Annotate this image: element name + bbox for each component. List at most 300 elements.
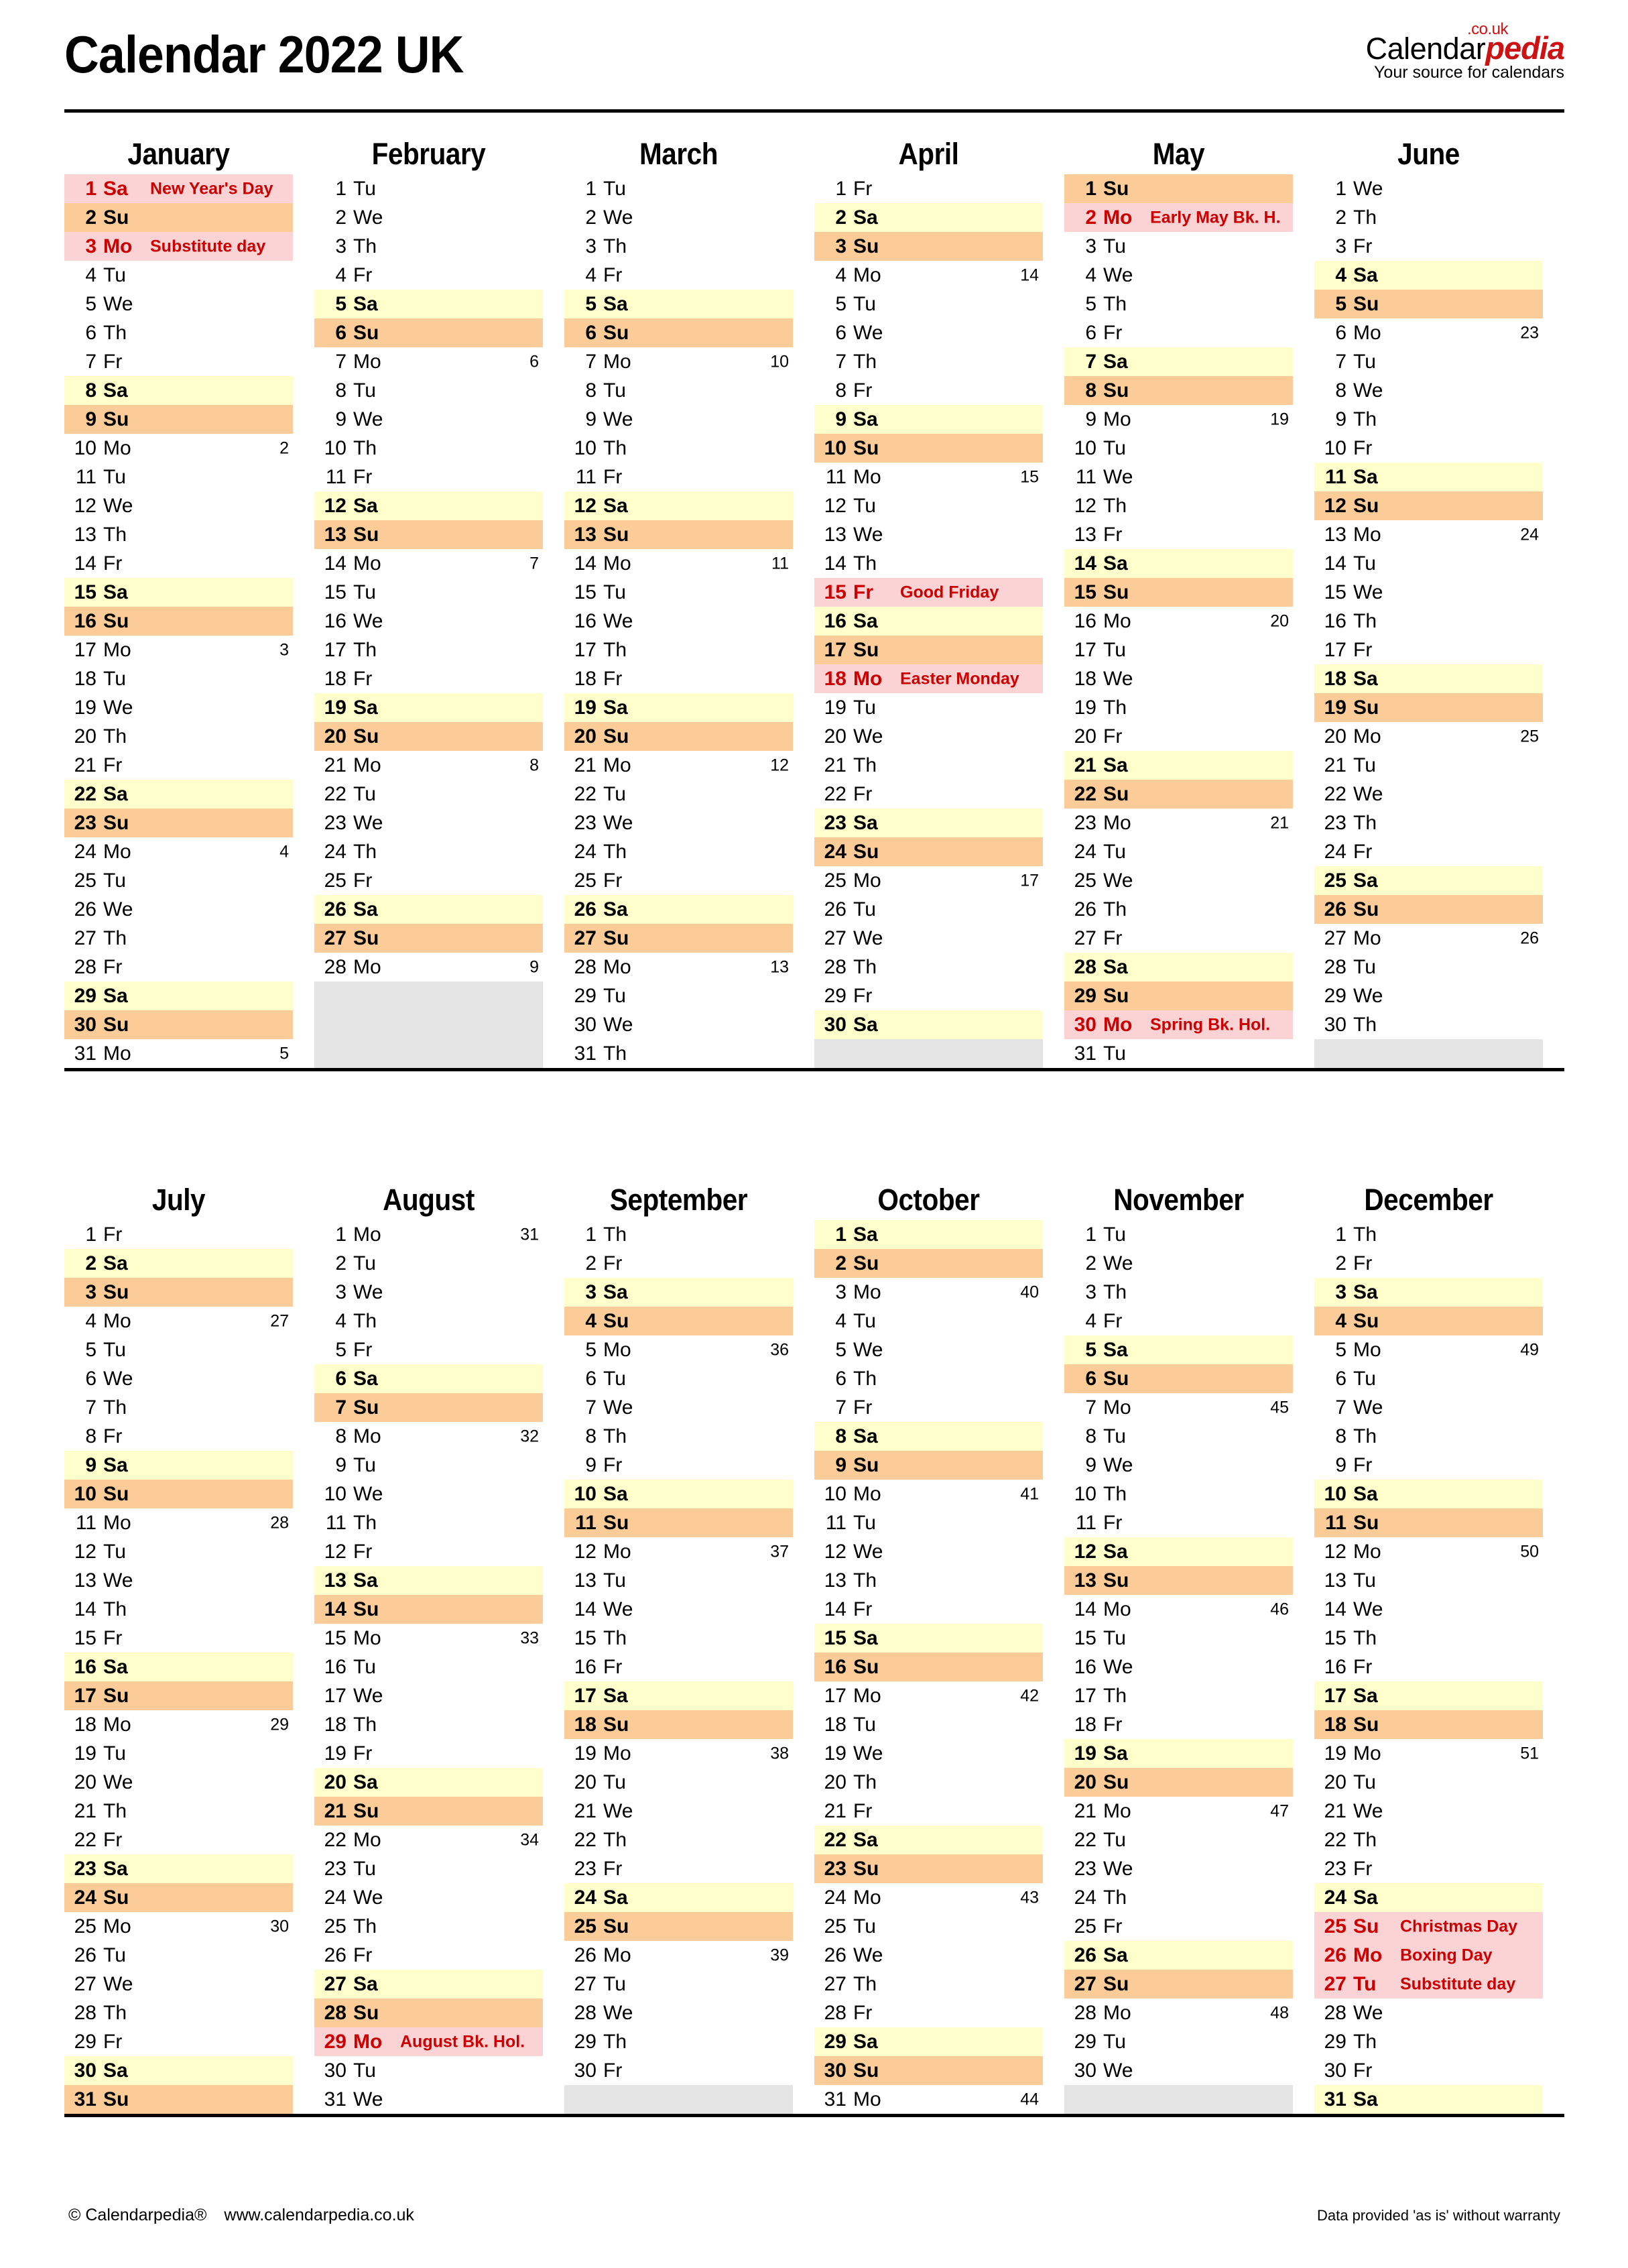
- day-cell-december-22[interactable]: [1314, 1826, 1543, 1854]
- day-cell-august-22[interactable]: [314, 1826, 543, 1854]
- day-cell-august-15[interactable]: [314, 1624, 543, 1653]
- day-cell-december-29[interactable]: [1314, 2027, 1543, 2056]
- day-cell-october-25[interactable]: [814, 1912, 1043, 1941]
- day-cell-december-20[interactable]: [1314, 1768, 1543, 1797]
- day-cell-may-21[interactable]: [1064, 751, 1293, 780]
- day-cell-june-23[interactable]: [1314, 809, 1543, 837]
- day-cell-february-24[interactable]: [314, 837, 543, 866]
- day-cell-march-6[interactable]: [564, 318, 793, 347]
- day-cell-may-2[interactable]: [1064, 203, 1293, 232]
- day-cell-june-19[interactable]: [1314, 693, 1543, 722]
- day-cell-july-24[interactable]: [64, 1883, 293, 1912]
- day-cell-december-24[interactable]: [1314, 1883, 1543, 1912]
- day-cell-june-11[interactable]: [1314, 463, 1543, 491]
- day-cell-july-10[interactable]: [64, 1480, 293, 1508]
- day-cell-july-26[interactable]: [64, 1941, 293, 1970]
- day-cell-august-19[interactable]: [314, 1739, 543, 1768]
- day-cell-november-9[interactable]: [1064, 1451, 1293, 1480]
- day-cell-april-5[interactable]: [814, 290, 1043, 318]
- day-cell-january-26[interactable]: [64, 895, 293, 924]
- day-cell-july-6[interactable]: [64, 1364, 293, 1393]
- day-cell-november-2[interactable]: [1064, 1249, 1293, 1278]
- day-cell-february-2[interactable]: [314, 203, 543, 232]
- day-cell-august-14[interactable]: [314, 1595, 543, 1624]
- day-cell-june-3[interactable]: [1314, 232, 1543, 261]
- day-cell-june-2[interactable]: [1314, 203, 1543, 232]
- day-cell-september-24[interactable]: [564, 1883, 793, 1912]
- month-header-april[interactable]: April: [826, 134, 1031, 174]
- day-cell-august-6[interactable]: [314, 1364, 543, 1393]
- day-cell-january-31[interactable]: [64, 1039, 293, 1070]
- day-cell-march-25[interactable]: [564, 866, 793, 895]
- day-cell-march-19[interactable]: [564, 693, 793, 722]
- day-cell-december-8[interactable]: [1314, 1422, 1543, 1451]
- day-cell-december-6[interactable]: [1314, 1364, 1543, 1393]
- day-cell-march-30[interactable]: [564, 1010, 793, 1039]
- day-cell-august-3[interactable]: [314, 1278, 543, 1307]
- footer-url[interactable]: www.calendarpedia.co.uk: [224, 2206, 414, 2224]
- day-cell-october-7[interactable]: [814, 1393, 1043, 1422]
- day-cell-june-7[interactable]: [1314, 347, 1543, 376]
- month-header-january[interactable]: January: [76, 134, 281, 174]
- day-cell-august-7[interactable]: [314, 1393, 543, 1422]
- day-cell-december-4[interactable]: [1314, 1307, 1543, 1335]
- day-cell-february-13[interactable]: [314, 520, 543, 549]
- day-cell-april-12[interactable]: [814, 491, 1043, 520]
- day-cell-april-1[interactable]: [814, 174, 1043, 203]
- day-cell-june-14[interactable]: [1314, 549, 1543, 578]
- day-cell-october-15[interactable]: [814, 1624, 1043, 1653]
- day-cell-december-31[interactable]: [1314, 2085, 1543, 2116]
- day-cell-february-14[interactable]: [314, 549, 543, 578]
- day-cell-february-28[interactable]: [314, 953, 543, 981]
- day-cell-february-10[interactable]: [314, 434, 543, 463]
- day-cell-march-2[interactable]: [564, 203, 793, 232]
- day-cell-december-26[interactable]: [1314, 1941, 1543, 1970]
- day-cell-july-19[interactable]: [64, 1739, 293, 1768]
- day-cell-april-24[interactable]: [814, 837, 1043, 866]
- day-cell-september-17[interactable]: [564, 1681, 793, 1710]
- day-cell-july-13[interactable]: [64, 1566, 293, 1595]
- day-cell-august-8[interactable]: [314, 1422, 543, 1451]
- day-cell-november-4[interactable]: [1064, 1307, 1293, 1335]
- day-cell-october-11[interactable]: [814, 1508, 1043, 1537]
- day-cell-january-25[interactable]: [64, 866, 293, 895]
- day-cell-april-25[interactable]: [814, 866, 1043, 895]
- day-cell-december-1[interactable]: [1314, 1220, 1543, 1249]
- day-cell-april-6[interactable]: [814, 318, 1043, 347]
- day-cell-december-28[interactable]: [1314, 1998, 1543, 2027]
- day-cell-july-21[interactable]: [64, 1797, 293, 1826]
- day-cell-december-3[interactable]: [1314, 1278, 1543, 1307]
- day-cell-march-1[interactable]: [564, 174, 793, 203]
- day-cell-may-27[interactable]: [1064, 924, 1293, 953]
- day-cell-june-30[interactable]: [1314, 1010, 1543, 1039]
- day-cell-june-9[interactable]: [1314, 405, 1543, 434]
- day-cell-march-14[interactable]: [564, 549, 793, 578]
- day-cell-october-3[interactable]: [814, 1278, 1043, 1307]
- day-cell-november-6[interactable]: [1064, 1364, 1293, 1393]
- day-cell-april-26[interactable]: [814, 895, 1043, 924]
- day-cell-november-23[interactable]: [1064, 1854, 1293, 1883]
- day-cell-september-5[interactable]: [564, 1335, 793, 1364]
- day-cell-october-16[interactable]: [814, 1653, 1043, 1681]
- month-header-june[interactable]: June: [1326, 134, 1531, 174]
- day-cell-october-5[interactable]: [814, 1335, 1043, 1364]
- day-cell-october-1[interactable]: [814, 1220, 1043, 1249]
- day-cell-may-7[interactable]: [1064, 347, 1293, 376]
- day-cell-july-2[interactable]: [64, 1249, 293, 1278]
- day-cell-july-28[interactable]: [64, 1998, 293, 2027]
- day-cell-december-9[interactable]: [1314, 1451, 1543, 1480]
- day-cell-june-15[interactable]: [1314, 578, 1543, 607]
- day-cell-may-29[interactable]: [1064, 981, 1293, 1010]
- day-cell-july-11[interactable]: [64, 1508, 293, 1537]
- day-cell-may-14[interactable]: [1064, 549, 1293, 578]
- day-cell-march-3[interactable]: [564, 232, 793, 261]
- day-cell-august-27[interactable]: [314, 1970, 543, 1998]
- day-cell-september-2[interactable]: [564, 1249, 793, 1278]
- day-cell-march-22[interactable]: [564, 780, 793, 809]
- day-cell-march-18[interactable]: [564, 664, 793, 693]
- day-cell-november-12[interactable]: [1064, 1537, 1293, 1566]
- day-cell-may-12[interactable]: [1064, 491, 1293, 520]
- day-cell-may-10[interactable]: [1064, 434, 1293, 463]
- day-cell-march-4[interactable]: [564, 261, 793, 290]
- day-cell-november-1[interactable]: [1064, 1220, 1293, 1249]
- day-cell-september-13[interactable]: [564, 1566, 793, 1595]
- day-cell-march-8[interactable]: [564, 376, 793, 405]
- day-cell-december-14[interactable]: [1314, 1595, 1543, 1624]
- day-cell-august-21[interactable]: [314, 1797, 543, 1826]
- day-cell-august-28[interactable]: [314, 1998, 543, 2027]
- day-cell-august-29[interactable]: [314, 2027, 543, 2056]
- day-cell-july-15[interactable]: [64, 1624, 293, 1653]
- day-cell-january-8[interactable]: [64, 376, 293, 405]
- day-cell-march-28[interactable]: [564, 953, 793, 981]
- day-cell-may-11[interactable]: [1064, 463, 1293, 491]
- day-cell-january-12[interactable]: [64, 491, 293, 520]
- day-cell-june-8[interactable]: [1314, 376, 1543, 405]
- day-cell-may-23[interactable]: [1064, 809, 1293, 837]
- day-cell-july-31[interactable]: [64, 2085, 293, 2116]
- day-cell-december-27[interactable]: [1314, 1970, 1543, 1998]
- day-cell-february-27[interactable]: [314, 924, 543, 953]
- day-cell-september-23[interactable]: [564, 1854, 793, 1883]
- day-cell-august-30[interactable]: [314, 2056, 543, 2085]
- day-cell-july-20[interactable]: [64, 1768, 293, 1797]
- day-cell-april-17[interactable]: [814, 636, 1043, 664]
- day-cell-february-21[interactable]: [314, 751, 543, 780]
- day-cell-july-7[interactable]: [64, 1393, 293, 1422]
- day-cell-april-15[interactable]: [814, 578, 1043, 607]
- day-cell-january-3[interactable]: [64, 232, 293, 261]
- day-cell-march-29[interactable]: [564, 981, 793, 1010]
- day-cell-march-15[interactable]: [564, 578, 793, 607]
- day-cell-april-22[interactable]: [814, 780, 1043, 809]
- day-cell-november-15[interactable]: [1064, 1624, 1293, 1653]
- day-cell-june-22[interactable]: [1314, 780, 1543, 809]
- day-cell-june-17[interactable]: [1314, 636, 1543, 664]
- day-cell-february-25[interactable]: [314, 866, 543, 895]
- day-cell-july-5[interactable]: [64, 1335, 293, 1364]
- day-cell-november-8[interactable]: [1064, 1422, 1293, 1451]
- day-cell-december-10[interactable]: [1314, 1480, 1543, 1508]
- day-cell-april-27[interactable]: [814, 924, 1043, 953]
- day-cell-march-21[interactable]: [564, 751, 793, 780]
- day-cell-august-5[interactable]: [314, 1335, 543, 1364]
- day-cell-december-17[interactable]: [1314, 1681, 1543, 1710]
- day-cell-march-20[interactable]: [564, 722, 793, 751]
- day-cell-november-20[interactable]: [1064, 1768, 1293, 1797]
- day-cell-november-18[interactable]: [1064, 1710, 1293, 1739]
- day-cell-august-1[interactable]: [314, 1220, 543, 1249]
- day-cell-october-10[interactable]: [814, 1480, 1043, 1508]
- day-cell-september-26[interactable]: [564, 1941, 793, 1970]
- day-cell-may-20[interactable]: [1064, 722, 1293, 751]
- day-cell-april-16[interactable]: [814, 607, 1043, 636]
- day-cell-april-30[interactable]: [814, 1010, 1043, 1039]
- day-cell-december-18[interactable]: [1314, 1710, 1543, 1739]
- month-header-october[interactable]: October: [826, 1180, 1031, 1220]
- day-cell-may-6[interactable]: [1064, 318, 1293, 347]
- day-cell-december-30[interactable]: [1314, 2056, 1543, 2085]
- day-cell-october-2[interactable]: [814, 1249, 1043, 1278]
- day-cell-june-4[interactable]: [1314, 261, 1543, 290]
- day-cell-february-26[interactable]: [314, 895, 543, 924]
- day-cell-april-11[interactable]: [814, 463, 1043, 491]
- day-cell-august-17[interactable]: [314, 1681, 543, 1710]
- day-cell-january-9[interactable]: [64, 405, 293, 434]
- day-cell-may-26[interactable]: [1064, 895, 1293, 924]
- day-cell-march-9[interactable]: [564, 405, 793, 434]
- day-cell-march-11[interactable]: [564, 463, 793, 491]
- day-cell-october-12[interactable]: [814, 1537, 1043, 1566]
- day-cell-january-14[interactable]: [64, 549, 293, 578]
- day-cell-march-13[interactable]: [564, 520, 793, 549]
- day-cell-november-3[interactable]: [1064, 1278, 1293, 1307]
- day-cell-july-30[interactable]: [64, 2056, 293, 2085]
- day-cell-december-2[interactable]: [1314, 1249, 1543, 1278]
- day-cell-january-19[interactable]: [64, 693, 293, 722]
- day-cell-march-27[interactable]: [564, 924, 793, 953]
- day-cell-january-28[interactable]: [64, 953, 293, 981]
- day-cell-april-20[interactable]: [814, 722, 1043, 751]
- day-cell-november-10[interactable]: [1064, 1480, 1293, 1508]
- day-cell-november-25[interactable]: [1064, 1912, 1293, 1941]
- day-cell-march-16[interactable]: [564, 607, 793, 636]
- day-cell-january-2[interactable]: [64, 203, 293, 232]
- day-cell-september-6[interactable]: [564, 1364, 793, 1393]
- day-cell-february-5[interactable]: [314, 290, 543, 318]
- day-cell-december-23[interactable]: [1314, 1854, 1543, 1883]
- month-header-february[interactable]: February: [326, 134, 531, 174]
- day-cell-september-7[interactable]: [564, 1393, 793, 1422]
- day-cell-february-23[interactable]: [314, 809, 543, 837]
- day-cell-may-3[interactable]: [1064, 232, 1293, 261]
- day-cell-march-5[interactable]: [564, 290, 793, 318]
- day-cell-august-2[interactable]: [314, 1249, 543, 1278]
- day-cell-november-27[interactable]: [1064, 1970, 1293, 1998]
- day-cell-november-13[interactable]: [1064, 1566, 1293, 1595]
- day-cell-october-27[interactable]: [814, 1970, 1043, 1998]
- day-cell-november-22[interactable]: [1064, 1826, 1293, 1854]
- day-cell-may-15[interactable]: [1064, 578, 1293, 607]
- day-cell-june-25[interactable]: [1314, 866, 1543, 895]
- day-cell-october-9[interactable]: [814, 1451, 1043, 1480]
- day-cell-august-4[interactable]: [314, 1307, 543, 1335]
- day-cell-september-14[interactable]: [564, 1595, 793, 1624]
- day-cell-may-5[interactable]: [1064, 290, 1293, 318]
- day-cell-may-31[interactable]: [1064, 1039, 1293, 1070]
- day-cell-april-14[interactable]: [814, 549, 1043, 578]
- day-cell-october-8[interactable]: [814, 1422, 1043, 1451]
- day-cell-february-4[interactable]: [314, 261, 543, 290]
- day-cell-september-12[interactable]: [564, 1537, 793, 1566]
- day-cell-april-18[interactable]: [814, 664, 1043, 693]
- day-cell-february-22[interactable]: [314, 780, 543, 809]
- day-cell-april-4[interactable]: [814, 261, 1043, 290]
- day-cell-october-22[interactable]: [814, 1826, 1043, 1854]
- day-cell-april-19[interactable]: [814, 693, 1043, 722]
- day-cell-october-28[interactable]: [814, 1998, 1043, 2027]
- day-cell-december-7[interactable]: [1314, 1393, 1543, 1422]
- day-cell-july-12[interactable]: [64, 1537, 293, 1566]
- day-cell-september-3[interactable]: [564, 1278, 793, 1307]
- day-cell-august-26[interactable]: [314, 1941, 543, 1970]
- day-cell-october-14[interactable]: [814, 1595, 1043, 1624]
- day-cell-november-16[interactable]: [1064, 1653, 1293, 1681]
- day-cell-february-7[interactable]: [314, 347, 543, 376]
- day-cell-june-13[interactable]: [1314, 520, 1543, 549]
- day-cell-april-2[interactable]: [814, 203, 1043, 232]
- day-cell-august-24[interactable]: [314, 1883, 543, 1912]
- day-cell-december-13[interactable]: [1314, 1566, 1543, 1595]
- day-cell-july-4[interactable]: [64, 1307, 293, 1335]
- month-header-september[interactable]: September: [576, 1180, 781, 1220]
- day-cell-november-7[interactable]: [1064, 1393, 1293, 1422]
- day-cell-march-31[interactable]: [564, 1039, 793, 1070]
- day-cell-september-19[interactable]: [564, 1739, 793, 1768]
- day-cell-june-24[interactable]: [1314, 837, 1543, 866]
- day-cell-november-24[interactable]: [1064, 1883, 1293, 1912]
- day-cell-june-18[interactable]: [1314, 664, 1543, 693]
- day-cell-july-22[interactable]: [64, 1826, 293, 1854]
- day-cell-august-10[interactable]: [314, 1480, 543, 1508]
- day-cell-september-30[interactable]: [564, 2056, 793, 2085]
- day-cell-july-16[interactable]: [64, 1653, 293, 1681]
- day-cell-may-17[interactable]: [1064, 636, 1293, 664]
- day-cell-february-3[interactable]: [314, 232, 543, 261]
- month-header-july[interactable]: July: [76, 1180, 281, 1220]
- day-cell-july-3[interactable]: [64, 1278, 293, 1307]
- month-header-may[interactable]: May: [1076, 134, 1281, 174]
- day-cell-september-8[interactable]: [564, 1422, 793, 1451]
- day-cell-may-4[interactable]: [1064, 261, 1293, 290]
- day-cell-september-21[interactable]: [564, 1797, 793, 1826]
- day-cell-august-9[interactable]: [314, 1451, 543, 1480]
- day-cell-december-11[interactable]: [1314, 1508, 1543, 1537]
- day-cell-october-24[interactable]: [814, 1883, 1043, 1912]
- day-cell-february-11[interactable]: [314, 463, 543, 491]
- day-cell-june-20[interactable]: [1314, 722, 1543, 751]
- day-cell-march-12[interactable]: [564, 491, 793, 520]
- day-cell-june-27[interactable]: [1314, 924, 1543, 953]
- day-cell-february-20[interactable]: [314, 722, 543, 751]
- day-cell-november-5[interactable]: [1064, 1335, 1293, 1364]
- day-cell-november-11[interactable]: [1064, 1508, 1293, 1537]
- day-cell-june-12[interactable]: [1314, 491, 1543, 520]
- day-cell-october-26[interactable]: [814, 1941, 1043, 1970]
- day-cell-august-16[interactable]: [314, 1653, 543, 1681]
- day-cell-june-5[interactable]: [1314, 290, 1543, 318]
- day-cell-january-6[interactable]: [64, 318, 293, 347]
- day-cell-january-13[interactable]: [64, 520, 293, 549]
- day-cell-september-18[interactable]: [564, 1710, 793, 1739]
- day-cell-january-24[interactable]: [64, 837, 293, 866]
- day-cell-september-29[interactable]: [564, 2027, 793, 2056]
- day-cell-october-20[interactable]: [814, 1768, 1043, 1797]
- day-cell-may-28[interactable]: [1064, 953, 1293, 981]
- day-cell-march-17[interactable]: [564, 636, 793, 664]
- day-cell-april-8[interactable]: [814, 376, 1043, 405]
- day-cell-august-11[interactable]: [314, 1508, 543, 1537]
- day-cell-january-15[interactable]: [64, 578, 293, 607]
- day-cell-march-23[interactable]: [564, 809, 793, 837]
- day-cell-january-21[interactable]: [64, 751, 293, 780]
- day-cell-january-22[interactable]: [64, 780, 293, 809]
- day-cell-may-13[interactable]: [1064, 520, 1293, 549]
- day-cell-may-1[interactable]: [1064, 174, 1293, 203]
- day-cell-august-23[interactable]: [314, 1854, 543, 1883]
- day-cell-september-10[interactable]: [564, 1480, 793, 1508]
- day-cell-june-16[interactable]: [1314, 607, 1543, 636]
- day-cell-september-4[interactable]: [564, 1307, 793, 1335]
- day-cell-december-16[interactable]: [1314, 1653, 1543, 1681]
- day-cell-february-15[interactable]: [314, 578, 543, 607]
- day-cell-september-27[interactable]: [564, 1970, 793, 1998]
- day-cell-september-15[interactable]: [564, 1624, 793, 1653]
- day-cell-july-18[interactable]: [64, 1710, 293, 1739]
- day-cell-july-8[interactable]: [64, 1422, 293, 1451]
- day-cell-august-12[interactable]: [314, 1537, 543, 1566]
- day-cell-september-1[interactable]: [564, 1220, 793, 1249]
- day-cell-september-20[interactable]: [564, 1768, 793, 1797]
- day-cell-october-13[interactable]: [814, 1566, 1043, 1595]
- day-cell-october-18[interactable]: [814, 1710, 1043, 1739]
- day-cell-june-6[interactable]: [1314, 318, 1543, 347]
- month-header-november[interactable]: November: [1076, 1180, 1281, 1220]
- day-cell-october-29[interactable]: [814, 2027, 1043, 2056]
- day-cell-june-26[interactable]: [1314, 895, 1543, 924]
- day-cell-april-13[interactable]: [814, 520, 1043, 549]
- day-cell-december-21[interactable]: [1314, 1797, 1543, 1826]
- day-cell-july-17[interactable]: [64, 1681, 293, 1710]
- day-cell-june-21[interactable]: [1314, 751, 1543, 780]
- day-cell-september-25[interactable]: [564, 1912, 793, 1941]
- day-cell-january-4[interactable]: [64, 261, 293, 290]
- day-cell-january-5[interactable]: [64, 290, 293, 318]
- day-cell-april-3[interactable]: [814, 232, 1043, 261]
- day-cell-january-23[interactable]: [64, 809, 293, 837]
- day-cell-april-23[interactable]: [814, 809, 1043, 837]
- day-cell-february-1[interactable]: [314, 174, 543, 203]
- day-cell-december-5[interactable]: [1314, 1335, 1543, 1364]
- day-cell-july-1[interactable]: [64, 1220, 293, 1249]
- day-cell-july-29[interactable]: [64, 2027, 293, 2056]
- day-cell-october-17[interactable]: [814, 1681, 1043, 1710]
- day-cell-february-17[interactable]: [314, 636, 543, 664]
